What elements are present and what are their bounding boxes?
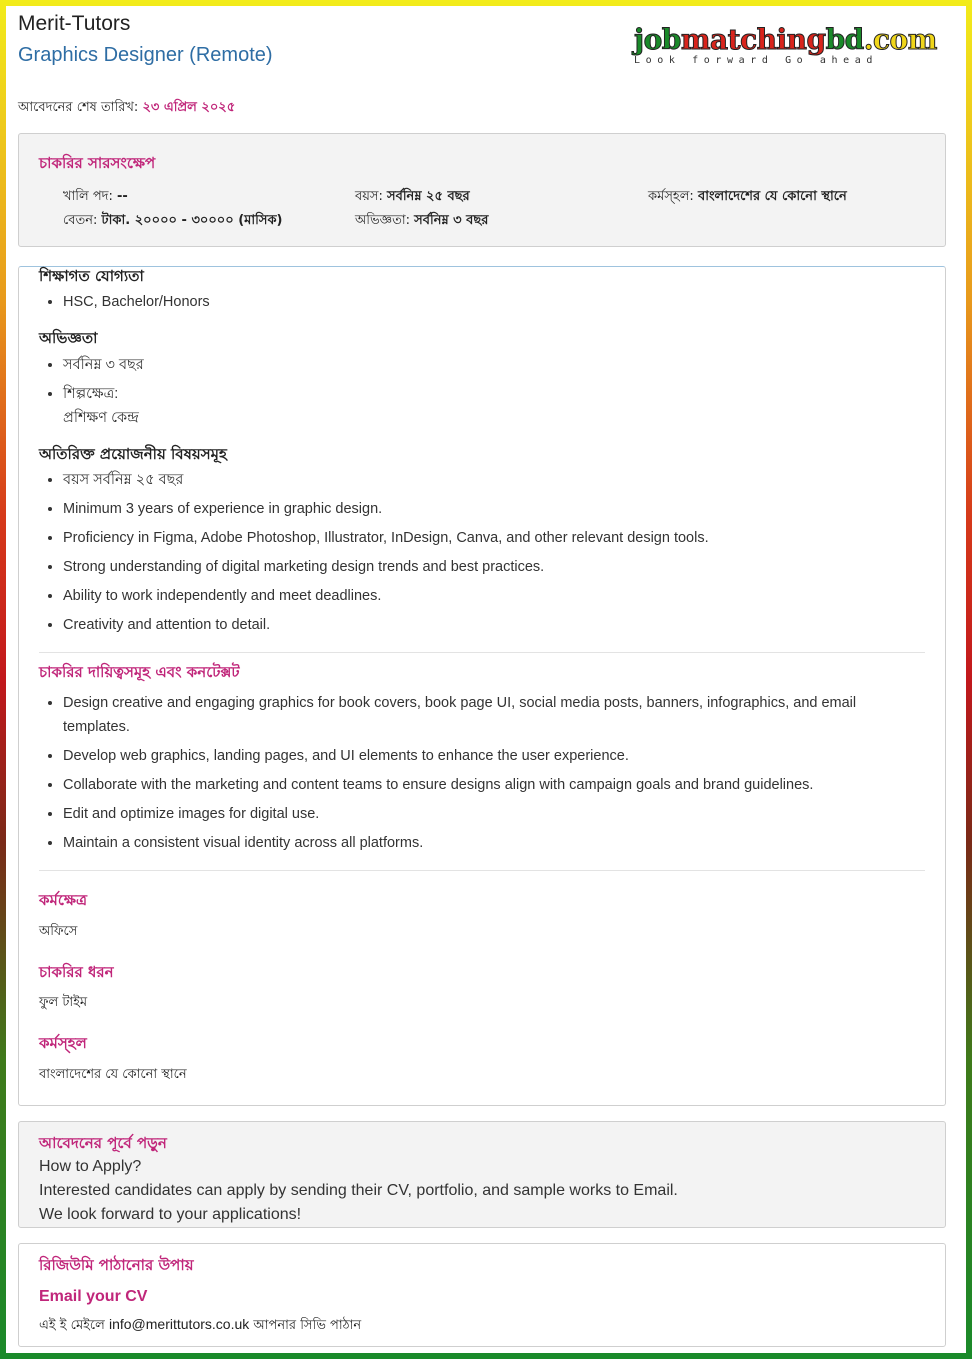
job-header xyxy=(6,6,966,115)
email-cv-heading: Email your CV xyxy=(39,1288,148,1305)
list-item: • Minimum 3 years of experience in graphic design. xyxy=(63,497,709,521)
company-name: Merit-Tutors xyxy=(18,12,131,35)
list-item: • বয়স সর্বনিম্ন ২৫ বছর xyxy=(63,468,709,492)
read-before-applying-panel xyxy=(18,1121,946,1228)
workplace-value: অফিসে xyxy=(39,924,78,939)
job-type-heading: চাকরির ধরন xyxy=(39,963,114,981)
additional-requirements-list xyxy=(63,468,709,642)
resume-title: রিজিউমি পাঠানোর উপায় xyxy=(39,1256,194,1274)
divider xyxy=(39,652,925,653)
job-type-value: ফুল টাইম xyxy=(39,995,88,1010)
job-summary-panel xyxy=(18,133,946,247)
location-heading: কর্মস্হল xyxy=(39,1034,87,1052)
list-item: • Ability to work independently and meet deadlines. xyxy=(63,584,709,608)
apply-note-line: Interested candidates can apply by sending their CV, portfolio, and sample works to Email. xyxy=(39,1182,678,1199)
experience-heading: অভিজ্ঞতা xyxy=(39,329,98,347)
list-item: • HSC, Bachelor/Honors xyxy=(63,290,210,314)
work-location: কর্মস্হল: বাংলাদেশের যে কোনো স্থানে xyxy=(648,189,847,204)
list-item: • Develop web graphics, landing pages, and UI elements to enhance the user experience. xyxy=(63,744,913,768)
list-item: • Edit and optimize images for digital use. xyxy=(63,802,913,826)
experience-list xyxy=(63,353,144,435)
email-address-link[interactable]: info@merittutors.co.uk xyxy=(108,1316,250,1332)
summary-title: চাকরির সারসংক্ষেপ xyxy=(39,154,156,172)
list-item: • Proficiency in Figma, Adobe Photoshop, Illustrator, InDesign, Canva, and other relevant design tools. xyxy=(63,526,709,550)
education-list xyxy=(63,290,210,319)
list-item: • Collaborate with the marketing and content teams to ensure designs align with campaign goals and brand guidelines. xyxy=(63,773,913,797)
email-instruction: এই ই মেইলে info@merittutors.co.uk আপনার সিভি পাঠান xyxy=(39,1316,362,1333)
additional-requirements-heading: অতিরিক্ত প্রয়োজনীয় বিষয়সমূহ xyxy=(39,445,227,463)
salary: বেতন: টাকা. ২০০০০ - ৩০০০০ (মাসিক) xyxy=(63,213,283,228)
divider xyxy=(39,870,925,871)
location-value: বাংলাদেশের যে কোনো স্থানে xyxy=(39,1067,187,1082)
deadline-value: ২৩ এপ্রিল ২০২৫ xyxy=(142,100,236,115)
responsibilities-heading: চাকরির দায়িত্বসমূহ এবং কনটেক্সট xyxy=(39,663,240,681)
list-item: • Strong understanding of digital marketing design trends and best practices. xyxy=(63,555,709,579)
list-item: • সর্বনিম্ন ৩ বছর xyxy=(63,353,144,377)
application-deadline xyxy=(18,98,235,119)
page-frame xyxy=(6,6,966,1353)
job-details-panel xyxy=(18,266,946,1106)
list-item: • Creativity and attention to detail. xyxy=(63,613,709,637)
list-item: • Design creative and engaging graphics for book covers, book page UI, social media posts, banners, infographics, and email templates. xyxy=(63,691,913,739)
logo-tagline: Look forward Go ahead xyxy=(634,55,879,66)
vacancy: খালি পদ: -- xyxy=(63,189,128,204)
job-title: Graphics Designer (Remote) xyxy=(18,44,273,66)
resume-submission-panel xyxy=(18,1243,946,1347)
workplace-heading: কর্মক্ষেত্র xyxy=(39,891,88,909)
site-logo[interactable] xyxy=(634,24,952,66)
logo-wordmark: jobmatchingbd.com xyxy=(634,23,937,56)
education-heading: শিক্ষাগত যোগ্যতা xyxy=(39,267,144,285)
deadline-label: আবেদনের শেষ তারিখ: xyxy=(18,100,139,115)
list-item: • Maintain a consistent visual identity across all platforms. xyxy=(63,831,913,855)
apply-note-line: We look forward to your applications! xyxy=(39,1206,302,1223)
responsibilities-list xyxy=(63,691,913,860)
experience-requirement: অভিজ্ঞতা: সর্বনিম্ন ৩ বছর xyxy=(355,213,489,228)
apply-note-line: How to Apply? xyxy=(39,1158,142,1175)
apply-note-title: আবেদনের পূর্বে পড়ুন xyxy=(39,1134,167,1152)
list-item: • শিল্পক্ষেত্র: প্রশিক্ষণ কেন্দ্র xyxy=(63,382,144,430)
age-requirement: বয়স: সর্বনিম্ন ২৫ বছর xyxy=(355,189,470,204)
